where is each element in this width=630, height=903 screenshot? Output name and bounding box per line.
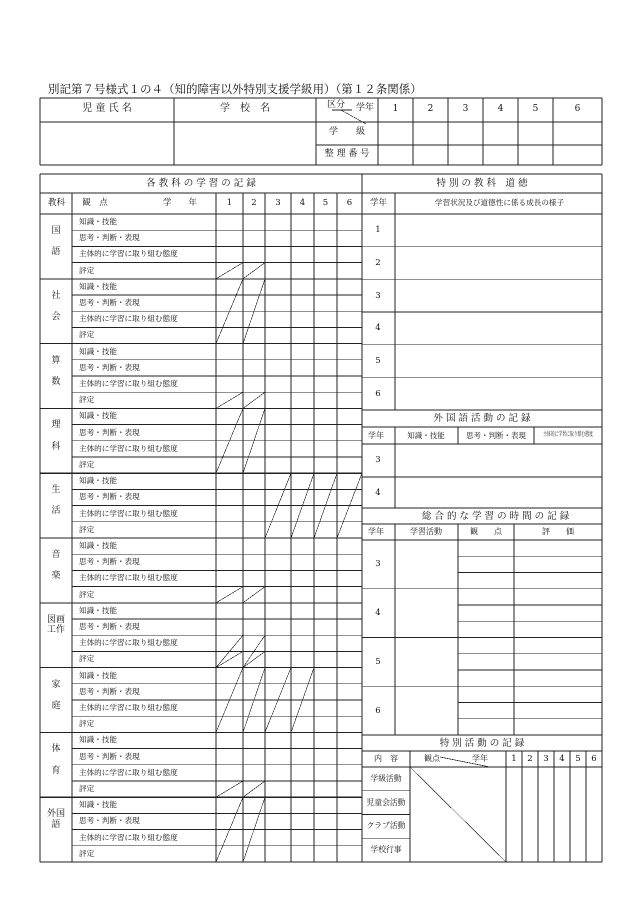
subjects-col-subject: 教科	[48, 198, 66, 208]
diagonal-slash	[216, 651, 243, 667]
diagonal-slash	[216, 263, 243, 279]
school-name-label: 学 校 名	[220, 103, 270, 114]
integrated-year-5: 5	[375, 656, 381, 667]
subjects-grade-2: 2	[251, 198, 257, 208]
subjects-grade-1: 1	[226, 198, 233, 208]
subject-name: 国 語	[51, 226, 61, 258]
viewpoint-label: 知識・技能	[79, 800, 117, 810]
special-grade-2: 2	[527, 754, 533, 764]
subject-name: 家 庭	[51, 679, 61, 711]
grade-header-3: 3	[462, 104, 469, 114]
viewpoint-label: 思考・判断・表現	[79, 233, 140, 243]
moral-year-5: 5	[375, 356, 381, 366]
form-title: 別記第７号様式１の４（知的障害以外特別支援学級用）（第１２条関係）	[48, 82, 422, 96]
subject-name: 社 会	[51, 290, 61, 323]
foreign-year-4: 4	[375, 488, 381, 498]
integrated-year-6: 6	[375, 705, 381, 716]
special-item: 学級活動	[370, 773, 402, 783]
diagonal-slash	[243, 392, 265, 408]
subject-name: 音 楽	[51, 550, 61, 582]
subjects-grade-3: 3	[275, 198, 281, 208]
special-grade-1: 1	[511, 754, 517, 764]
viewpoint-label: 評定	[79, 265, 95, 275]
subjects-grade-5: 5	[322, 198, 329, 208]
viewpoint-label: 思考・判断・表現	[79, 622, 140, 631]
student-name-label: 児 童 氏 名	[82, 103, 132, 114]
subjects-section-title: 各 教 科 の 学 習 の 記 録	[146, 178, 256, 189]
special-col-viewpoint: 観点	[424, 754, 440, 763]
diagonal-slash	[216, 781, 243, 797]
subject-name: 生 活	[51, 485, 61, 517]
viewpoint-label: 思考・判断・表現	[79, 427, 140, 437]
gakkyu-label: 学 級	[328, 127, 365, 137]
diagonal-slash	[243, 651, 265, 667]
viewpoint-label: 評定	[79, 589, 95, 599]
special-grade-6: 6	[591, 754, 597, 764]
subjects-grade-4: 4	[299, 198, 306, 208]
integrated-col-activity: 学習活動	[410, 527, 442, 536]
diagonal-slash	[243, 587, 265, 603]
viewpoint-label: 知識・技能	[79, 346, 117, 356]
moral-year-6: 6	[375, 388, 381, 399]
viewpoint-label: 知識・技能	[79, 217, 117, 226]
viewpoint-label: 知識・技能	[79, 541, 117, 550]
subject-name: 図画 工作	[46, 614, 65, 636]
special-col-content: 内 容	[374, 754, 398, 763]
viewpoint-label: 思考・判断・表現	[79, 557, 140, 567]
viewpoint-label: 知識・技能	[79, 670, 117, 680]
viewpoint-label: 知識・技能	[79, 411, 117, 421]
viewpoint-label: 思考・判断・表現	[79, 751, 140, 761]
viewpoint-label: 評定	[79, 784, 95, 793]
integrated-year-4: 4	[375, 608, 381, 619]
diagonal-slash	[243, 781, 265, 797]
grade-header-6: 6	[574, 104, 581, 114]
viewpoint-label: 知識・技能	[79, 281, 117, 291]
foreign-col-year: 学年	[368, 431, 384, 440]
moral-year-1: 1	[375, 225, 381, 236]
foreign-year-3: 3	[375, 455, 381, 465]
viewpoint-label: 思考・判断・表現	[79, 492, 140, 502]
viewpoint-label: 主体的に学習に取り組む態度	[79, 703, 178, 712]
viewpoint-label: 主体的に学習に取り組む態度	[79, 508, 178, 518]
moral-col-desc: 学習状況及び道徳性に係る成長の様子	[435, 198, 565, 207]
subject-name: 体 育	[51, 744, 61, 776]
viewpoint-label: 主体的に学習に取り組む態度	[79, 638, 178, 648]
viewpoint-label: 主体的に学習に取り組む態度	[79, 379, 178, 388]
grade-header-2: 2	[427, 104, 434, 114]
viewpoint-label: 主体的に学習に取り組む態度	[79, 767, 178, 777]
grade-header-5: 5	[532, 104, 539, 114]
viewpoint-label: 主体的に学習に取り組む態度	[79, 832, 178, 842]
grade-header-1: 1	[392, 104, 399, 114]
integrated-col-year: 学年	[368, 527, 384, 536]
foreign-title: 外 国 語 活 動 の 記 録	[433, 413, 531, 424]
special-title: 特 別 活 動 の 記 録	[439, 738, 525, 749]
viewpoint-label: 思考・判断・表現	[79, 816, 140, 826]
integrated-title: 総 合 的 な 学 習 の 時 間 の 記 録	[422, 511, 570, 522]
grade-header-4: 4	[497, 104, 504, 114]
foreign-col1: 知識・技能	[407, 431, 445, 440]
viewpoint-label: 評定	[79, 330, 95, 340]
special-item: クラブ活動	[366, 821, 406, 831]
integrated-col-eval: 評 価	[542, 527, 574, 536]
viewpoint-label: 知識・技能	[79, 735, 117, 745]
integrated-year-3: 3	[375, 559, 381, 570]
viewpoint-label: 主体的に学習に取り組む態度	[79, 314, 178, 324]
moral-title: 特 別 の 教 科 道 徳	[436, 178, 528, 189]
viewpoint-label: 思考・判断・表現	[79, 686, 140, 696]
viewpoint-label: 評定	[79, 654, 95, 664]
viewpoint-label: 主体的に学習に取り組む態度	[79, 249, 178, 259]
integrated-col-viewpoint: 観 点	[470, 527, 502, 536]
viewpoint-label: 評定	[79, 848, 95, 858]
foreign-col2: 思考・判断・表現	[466, 431, 526, 440]
special-grade-5: 5	[575, 754, 581, 764]
subjects-col-viewpoint: 観 点	[82, 198, 108, 208]
special-grade-3: 3	[543, 754, 549, 764]
moral-year-2: 2	[375, 258, 381, 268]
subject-name: 算 数	[51, 355, 61, 387]
viewpoint-label: 知識・技能	[79, 605, 117, 615]
viewpoint-label: 評定	[79, 719, 95, 729]
moral-col-year: 学年	[370, 198, 388, 208]
diagonal-slash	[216, 392, 243, 408]
viewpoint-label: 思考・判断・表現	[79, 298, 140, 307]
subject-name: 理 科	[51, 420, 61, 452]
moral-year-3: 3	[375, 290, 381, 301]
gakunen-label: 学年	[356, 103, 375, 113]
seiri-bango-label: 整 理 番 号	[324, 149, 370, 159]
viewpoint-label: 知識・技能	[79, 476, 117, 486]
diagonal-slash	[216, 587, 243, 603]
viewpoint-label: 評定	[79, 460, 95, 469]
viewpoint-label: 主体的に学習に取り組む態度	[79, 573, 178, 583]
special-col-year: 学年	[472, 754, 488, 763]
diagonal-slash	[243, 263, 265, 279]
viewpoint-label: 主体的に学習に取り組む態度	[79, 443, 178, 453]
subjects-col-year: 学 年	[162, 198, 197, 208]
moral-year-4: 4	[375, 323, 381, 334]
viewpoint-label: 評定	[79, 524, 95, 534]
subject-name: 外国 語	[46, 809, 65, 830]
special-item: 学校行事	[370, 845, 402, 855]
viewpoint-label: 思考・判断・表現	[79, 362, 140, 372]
kubun-label: 区分	[327, 100, 346, 110]
special-grade-4: 4	[559, 754, 565, 764]
subjects-grade-6: 6	[346, 198, 353, 208]
viewpoint-label: 評定	[79, 395, 95, 405]
special-item: 児童会活動	[366, 797, 406, 807]
foreign-col3: 主体的に学習に取り組む態度	[543, 431, 593, 438]
